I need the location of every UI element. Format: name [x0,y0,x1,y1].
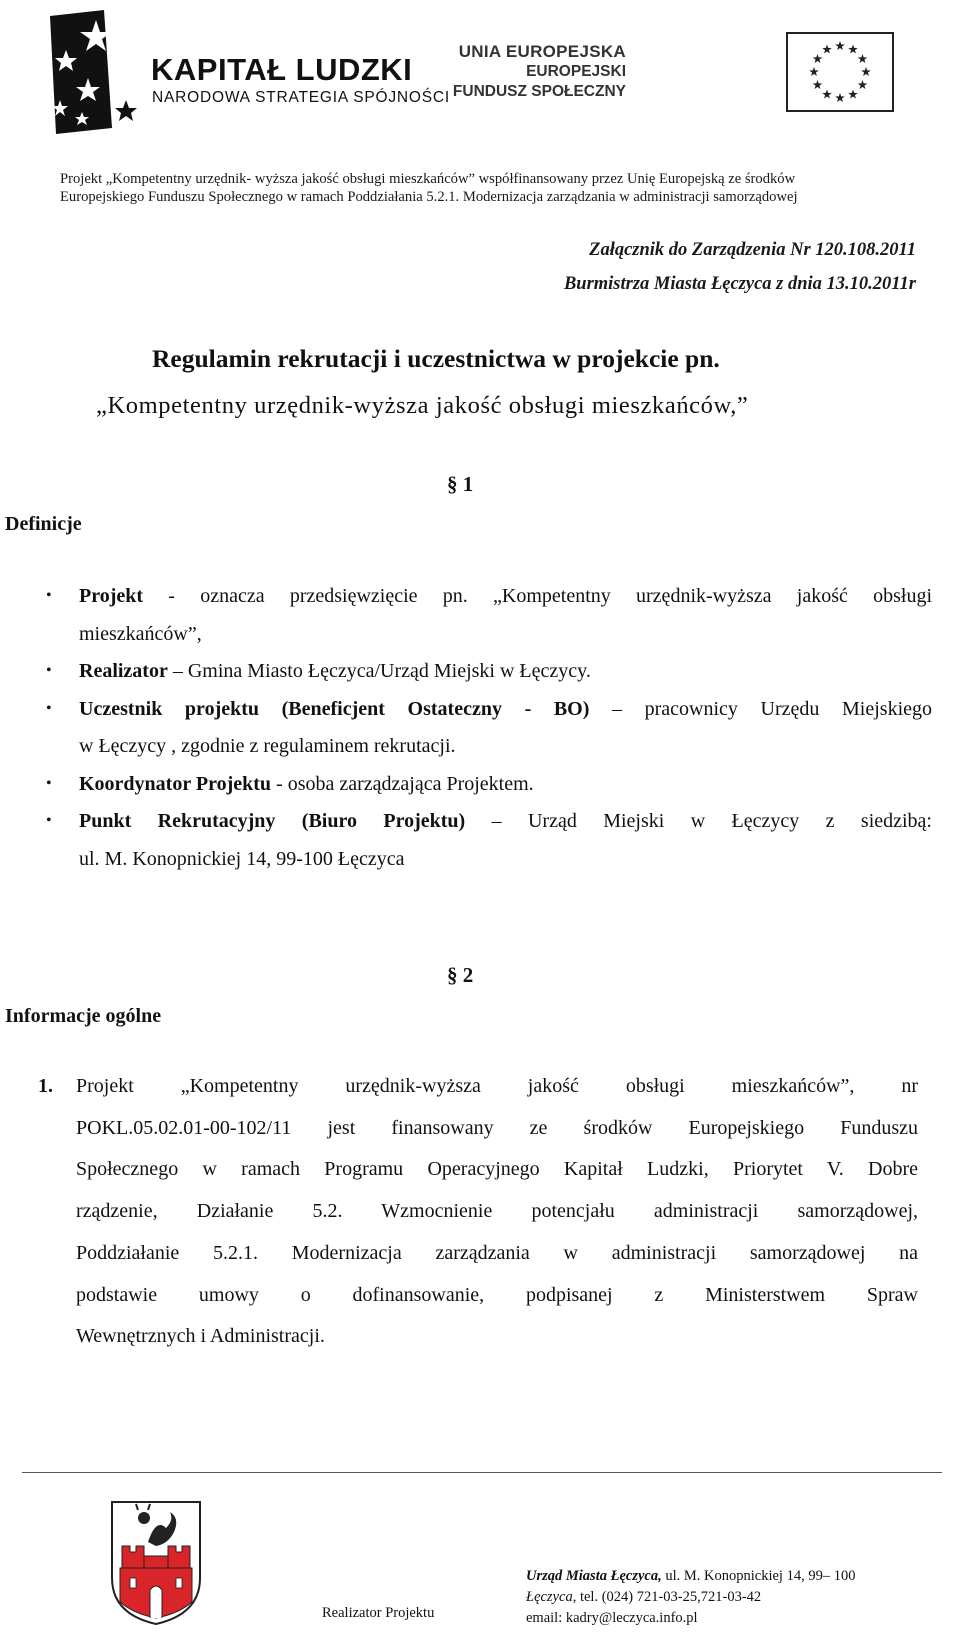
definition-line [79,803,932,841]
definition-text: – Urząd Miejski w Łęczycy z siedzibą: [465,810,932,832]
project-funding-line-1: Projekt „Kompetentny urzędnik- wyższa jakość obsługi mieszkańców” współfinansowany przez Unię Europejską ze środków [60,171,796,187]
list-item [42,766,932,804]
footer-phone-line [526,1587,855,1608]
office-name: Urząd Miasta Łęczyca, [526,1568,662,1584]
project-funding-line-2: Europejskiego Funduszu Społecznego w ramach Poddziałania 5.2.1. Modernizacja zarządzania w administracji samorządowej [60,189,798,205]
definition-term: Projekt [79,585,144,607]
realizator-label: Realizator Projektu [322,1605,435,1621]
document-subtitle: „Kompetentny urzędnik-wyższa jakość obsługi mieszkańców,” [96,392,749,419]
project-funding-note [60,170,900,206]
office-phone: , tel. (024) 721-03-25,721-03-42 [572,1589,762,1605]
office-address: ul. M. Konopnickiej 14, 99– 100 [661,1568,856,1584]
definition-text: – Gmina Miasto Łęczyca/Urząd Miejski w Łęczycy. [167,660,591,682]
definition-term: Punkt Rekrutacyjny (Biuro Projektu) [79,810,466,832]
item-line: rządzenie, Działanie 5.2. Wzmocnienie potencjału administracji samorządowej, [76,1200,918,1223]
general-info-item [38,1066,918,1358]
section-1-sign: § 1 [447,472,474,496]
definition-line [79,691,932,729]
office-email: email: kadry@leczyca.info.pl [526,1610,698,1626]
document-title: Regulamin rekrutacji i uczestnictwa w projekcie pn. [152,344,720,373]
logo-star-icon [115,100,137,121]
kapital-ludzki-subtitle: NARODOWA STRATEGIA SPÓJNOŚCI [152,89,450,106]
list-item [42,691,932,766]
list-item [42,578,932,653]
eu-logo-text [453,42,626,102]
eu-flag-icon [786,32,894,112]
item-body [76,1066,918,1358]
definition-continuation: w Łęczycy , zgodnie z regulaminem rekrutacji. [79,735,456,757]
item-number: 1. [38,1075,53,1097]
footer-address-line [526,1566,855,1587]
footer-contact [526,1566,855,1629]
definition-term: Koordynator Projektu [79,772,272,795]
definitions-list [42,578,932,878]
section-2-heading: Informacje ogólne [5,1005,162,1027]
kapital-ludzki-title: KAPITAŁ LUDZKI [151,52,413,87]
annex-reference [564,233,916,301]
eu-line-2: EUROPEJSKI [526,63,626,80]
item-line: Projekt „Kompetentny urzędnik-wyższa jakość obsługi mieszkańców”, nr [76,1075,918,1097]
definition-continuation: mieszkańców”, [79,622,202,645]
definition-term: Uczestnik projektu (Beneficjent Ostateczny - BO) [79,697,590,720]
section-2-sign: § 2 [447,963,474,987]
office-city: Łęczyca [526,1589,573,1605]
definition-text: - osoba zarządzająca Projektem. [271,772,534,795]
section-1-heading: Definicje [5,513,82,535]
city-crest-icon [108,1498,204,1626]
eu-line-1: UNIA EUROPEJSKA [458,42,626,61]
item-line: podstawie umowy o dofinansowanie, podpisanej z Ministerstwem Spraw [76,1283,918,1306]
definition-text: – pracownicy Urzędu Miejskiego [589,697,933,720]
definition-text: - oznacza przedsięwzięcie pn. „Kompetentny urzędnik-wyższa jakość obsługi [143,585,932,607]
list-item [42,803,932,878]
eu-line-3: FUNDUSZ SPOŁECZNY [452,83,626,100]
item-line: Społecznego w ramach Programu Operacyjnego Kapitał Ludzki, Priorytet V. Dobre [76,1158,918,1181]
item-line: Wewnętrznych i Administracji. [76,1325,325,1348]
definition-line [79,578,932,616]
list-item [42,653,932,691]
annex-line-2: Burmistrza Miasta Łęczyca z dnia 13.10.2011r [563,274,916,294]
definition-continuation: ul. M. Konopnickiej 14, 99-100 Łęczyca [79,847,405,870]
item-line: POKL.05.02.01-00-102/11 jest finansowany ze środków Europejskiego Funduszu [76,1116,918,1139]
footer-divider [22,1472,942,1473]
definition-term: Realizator [79,660,168,682]
annex-line-1: Załącznik do Zarządzenia Nr 120.108.2011 [589,240,916,260]
item-line: Poddziałanie 5.2.1. Modernizacja zarządzania w administracji samorządowej na [76,1241,918,1264]
